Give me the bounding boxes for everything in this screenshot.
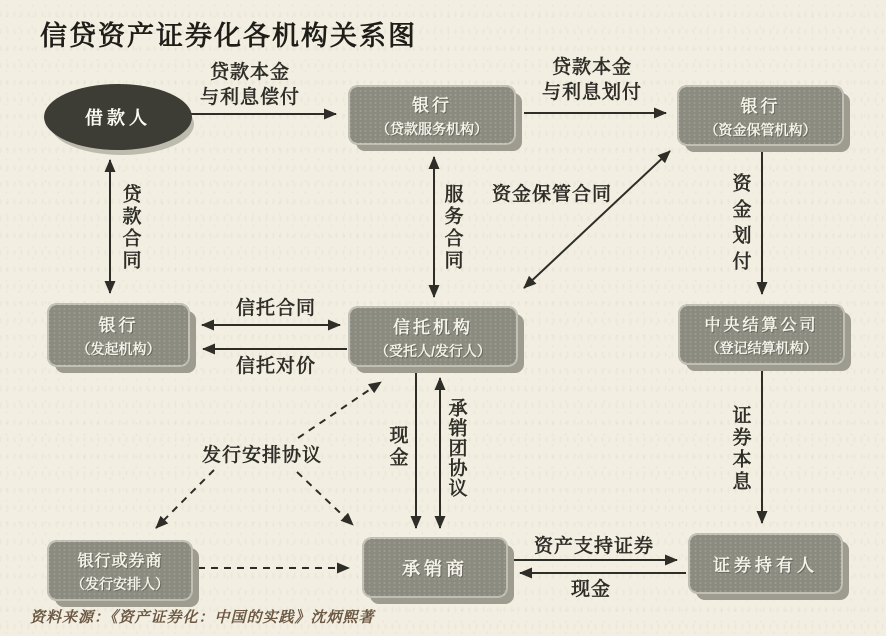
node-central-clearing [678, 304, 845, 365]
node-loan-servicer [348, 85, 516, 145]
node-sublabel: （贷款服务机构） [376, 121, 488, 137]
node-label: 银行 [740, 96, 781, 116]
node-label: 证券持有人 [713, 556, 818, 575]
edge-arrangement-to-arranger-dashed [156, 470, 214, 528]
node-label: 承销商 [402, 558, 468, 579]
label-line: 与利息划付 [541, 82, 643, 103]
node-borrower-label: 借款人 [85, 108, 151, 128]
edge-fund-custody-contract [524, 151, 670, 288]
node-securities-holder [688, 533, 843, 594]
node-underwriter [362, 537, 508, 598]
source-note: 资料来源：《资产证券化：中国的实践》沈炳熙著 [30, 610, 375, 626]
label-loan-remittance [542, 55, 642, 105]
label-trust-contract: 信托合同 [235, 298, 317, 319]
node-trustee-issuer [348, 306, 518, 367]
label-syndicate-agreement: 承销团协议 [445, 398, 467, 498]
node-fund-custodian [677, 85, 844, 146]
edge-arrangement-to-underwriter-dashed [297, 472, 353, 525]
label-cash-mid: 现金 [386, 425, 408, 469]
node-label: 银行 [98, 316, 139, 335]
node-label: 银行或券商 [77, 552, 163, 570]
label-loan-contract: 贷款合同 [119, 184, 141, 272]
label-service-contract: 服务合同 [441, 184, 463, 272]
page-title: 信贷资产证券化各机构关系图 [40, 21, 417, 51]
node-sublabel: （发起机构） [76, 341, 161, 357]
node-label: 信托机构 [393, 317, 473, 337]
node-originator [47, 303, 190, 367]
node-issuance-arranger [47, 540, 193, 601]
label-fund-transfer: 资金划付 [729, 173, 751, 277]
node-sublabel: （发行安排人） [71, 575, 169, 592]
label-loan-repayment [200, 60, 300, 110]
label-line: 与利息偿付 [199, 87, 301, 108]
label-asset-backed-securities: 资产支持证券 [533, 536, 655, 557]
node-borrower [44, 84, 192, 150]
label-issuance-arrangement-agreement: 发行安排协议 [201, 445, 323, 466]
node-label: 中央结算公司 [704, 316, 819, 334]
label-line: 贷款本金 [209, 62, 291, 83]
label-securities-principal-interest: 证券本息 [729, 405, 751, 493]
node-sublabel: （资金保管机构） [704, 121, 817, 138]
label-line: 贷款本金 [551, 57, 633, 78]
node-sublabel: （登记结算机构） [705, 339, 818, 356]
node-label: 银行 [412, 96, 452, 115]
label-fund-custody-contract: 资金保管合同 [491, 184, 613, 205]
node-sublabel: （受托人/发行人） [375, 342, 491, 359]
label-trust-consideration: 信托对价 [235, 356, 317, 377]
edge-arrangement-to-trust-dashed [298, 382, 381, 438]
label-cash-bottom: 现金 [570, 579, 612, 600]
